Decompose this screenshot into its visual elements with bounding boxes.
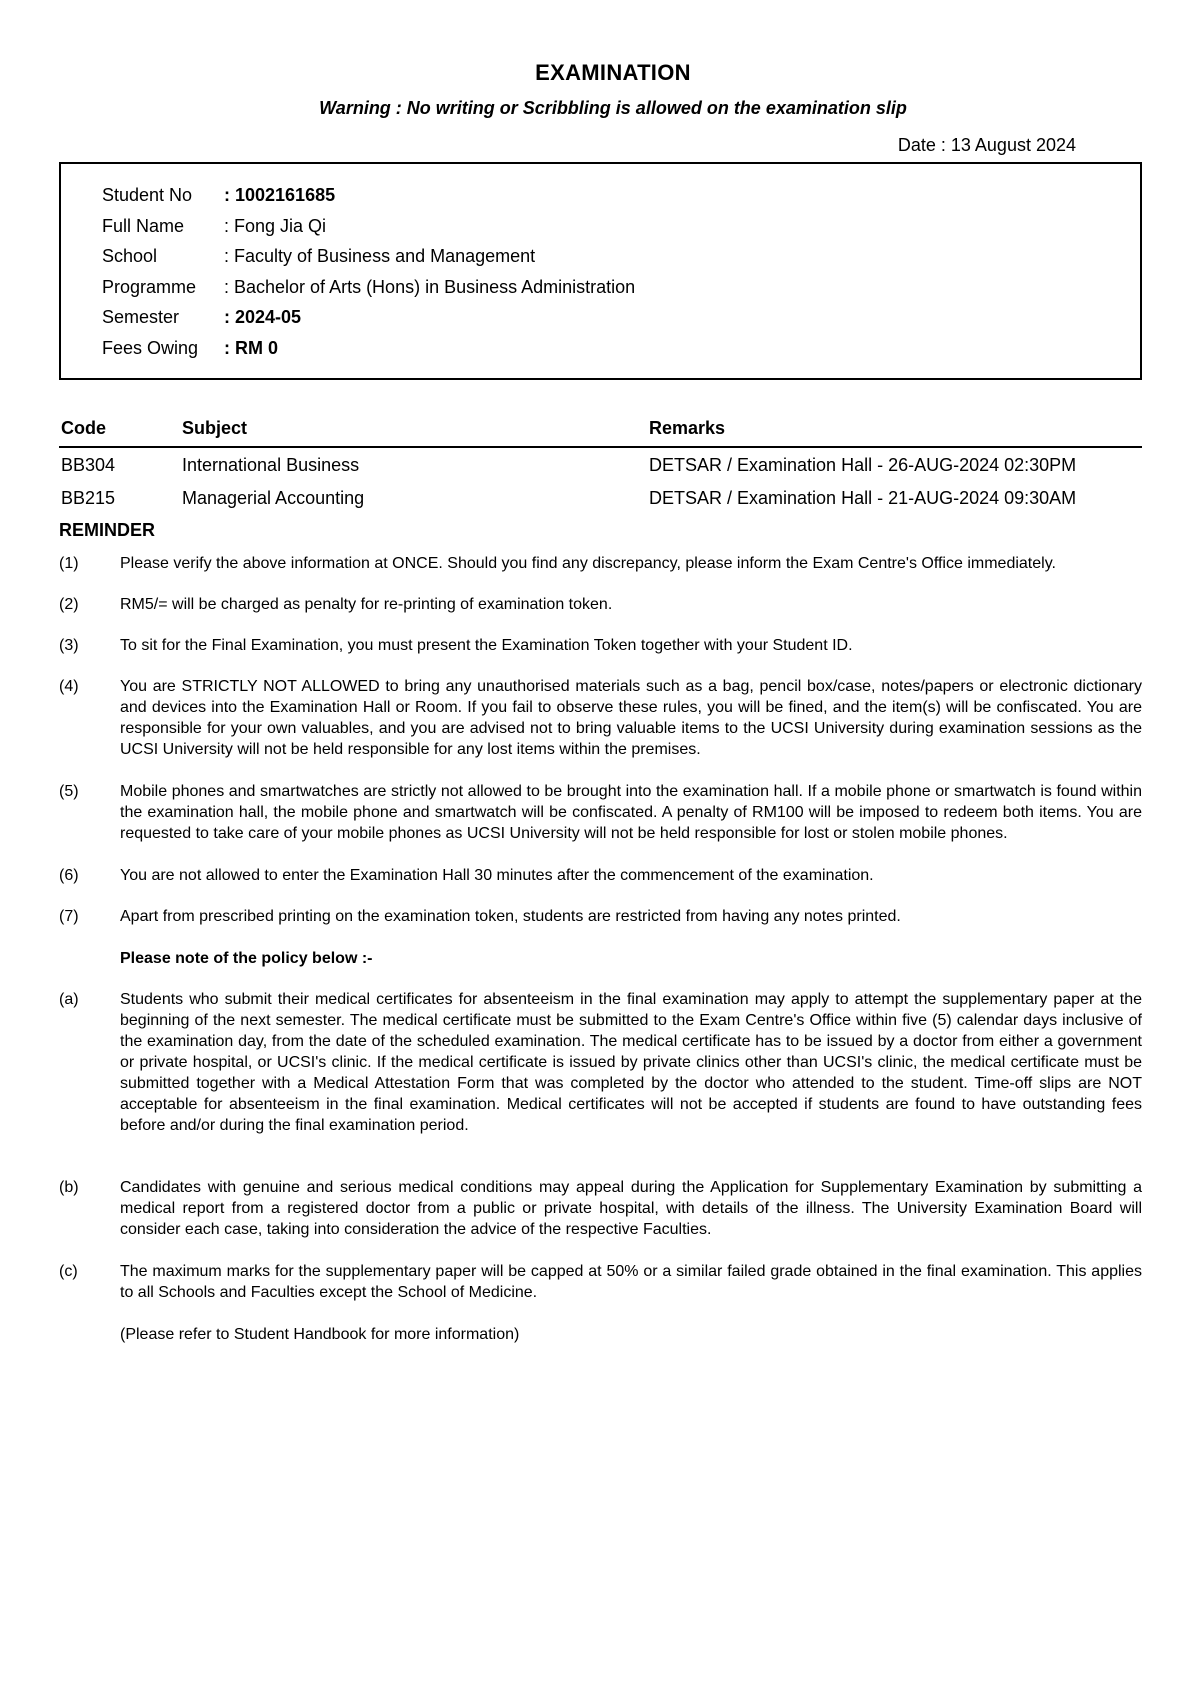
policy-item-text: The maximum marks for the supplementary paper will be capped at 50% or a similar failed grade obtained in the final examination. This applies to all Schools and Faculties except the School of Medicine. [120,1263,1142,1301]
student-info-box [59,162,1142,380]
reminder-item-number: (3) [59,637,79,654]
table-row-1-code: BB304 [61,455,116,475]
reminder-item-text: You are not allowed to enter the Examination Hall 30 minutes after the commencement of the examination. [120,867,874,884]
reminder-item-text: Please verify the above information at ONCE. Should you find any discrepancy, please inform the Exam Centre's Office immediately. [120,555,1056,572]
reminder-item-text: Mobile phones and smartwatches are strictly not allowed to be brought into the examination hall. If a mobile phone or smartwatch is found within the examination hall, the mobile phone and smartwatch will be confiscated. A penalty of RM100 will be imposed to redeem both items. You are requested to take care of your mobile phones as UCSI University will not be held responsible for lost or stolen mobile phones. [120,783,1142,842]
policy-item-letter: (c) [59,1263,78,1280]
full-name-value: : Fong Jia Qi [224,216,327,236]
reminder-item-text: RM5/= will be charged as penalty for re-printing of examination token. [120,596,613,613]
programme-row [102,275,635,299]
reminder-item-number: (7) [59,908,79,925]
table-row-2-code: BB215 [61,488,116,508]
school-row [102,244,535,268]
column-header-remarks: Remarks [649,418,726,438]
table-header-rule [59,446,1142,448]
policy-item-text: Candidates with genuine and serious medical conditions may appeal during the Application for Supplementary Examination by submitting a medical report from a registered doctor from a public or private hospital, with details of the illness. The University Examination Board will consider each case, taking into consideration the advice of the respective Faculties. [120,1179,1142,1238]
policy-item-letter: (a) [59,991,79,1008]
page-title: EXAMINATION [535,60,691,85]
reminder-heading: REMINDER [59,520,156,540]
school-value: : Faculty of Business and Management [224,246,536,266]
warning-text: Warning : No writing or Scribbling is allowed on the examination slip [319,98,907,118]
semester-value: : 2024-05 [224,307,302,327]
reminder-item-text: You are STRICTLY NOT ALLOWED to bring any unauthorised materials such as a bag, pencil box/case, notes/papers or electronic dictionary and devices into the Examination Hall or Room. If you fail to observe these rules, you will be fined, and the item(s) will be confiscated. You are responsible for your own valuables, and you are advised not to bring valuable items to the UCSI University during examination sessions as the UCSI University will not be held responsible for any lost items within the premises. [120,678,1142,758]
fees-owing-label: Fees Owing [102,338,199,358]
student-no-label: Student No [102,185,193,205]
policy-heading: Please note of the policy below :- [120,950,373,967]
column-header-subject: Subject [182,418,248,438]
policy-item-letter: (b) [59,1179,79,1196]
column-header-code: Code [61,418,106,438]
reminder-item-number: (5) [59,783,79,800]
programme-label: Programme [102,277,197,297]
fees-owing-value: : RM 0 [224,338,278,358]
slip-date: Date : 13 August 2024 [897,135,1076,155]
semester-row [102,305,301,329]
reminder-item-text: Apart from prescribed printing on the examination token, students are restricted from having any notes printed. [120,908,901,925]
table-row-2-subject: Managerial Accounting [182,488,365,508]
reminder-item-number: (2) [59,596,79,613]
school-label: School [102,246,158,266]
table-row-2-remarks: DETSAR / Examination Hall - 21-AUG-2024 09:30AM [649,488,1077,508]
policy-item-text: Students who submit their medical certificates for absenteeism in the final examination may apply to attempt the supplementary paper at the beginning of the next semester. The medical certificate must be submitted to the Exam Centre's Office within five (5) calendar days inclusive of the examination day, from the date of the scheduled examination. The medical certificate has to be issued by a doctor from either a government or private hospital, or UCSI's clinic. If the medical certificate is issued by private clinics other than UCSI's clinic, the medical certificate must be submitted together with a Medical Attestation Form that was completed by the doctor who attended to the student. Time-off slips are NOT acceptable for absenteeism in the final examination. Medical certificates will not be accepted if students are found to have outstanding fees before and/or during the final examination period. [120,991,1142,1134]
full-name-label: Full Name [102,216,185,236]
semester-label: Semester [102,307,180,327]
reminder-item-text: To sit for the Final Examination, you must present the Examination Token together with your Student ID. [120,637,853,654]
handbook-note: (Please refer to Student Handbook for more information) [120,1326,520,1343]
reminder-item-number: (1) [59,555,79,572]
student-no-value: : 1002161685 [224,185,336,205]
full-name-row [102,214,326,238]
reminder-item-number: (6) [59,867,79,884]
table-row-1-subject: International Business [182,455,360,475]
fees-owing-row [102,336,278,360]
student-no-row [102,183,335,207]
programme-value: : Bachelor of Arts (Hons) in Business Administration [224,277,636,297]
reminder-item-number: (4) [59,678,79,695]
table-row-1-remarks: DETSAR / Examination Hall - 26-AUG-2024 02:30PM [649,455,1077,475]
